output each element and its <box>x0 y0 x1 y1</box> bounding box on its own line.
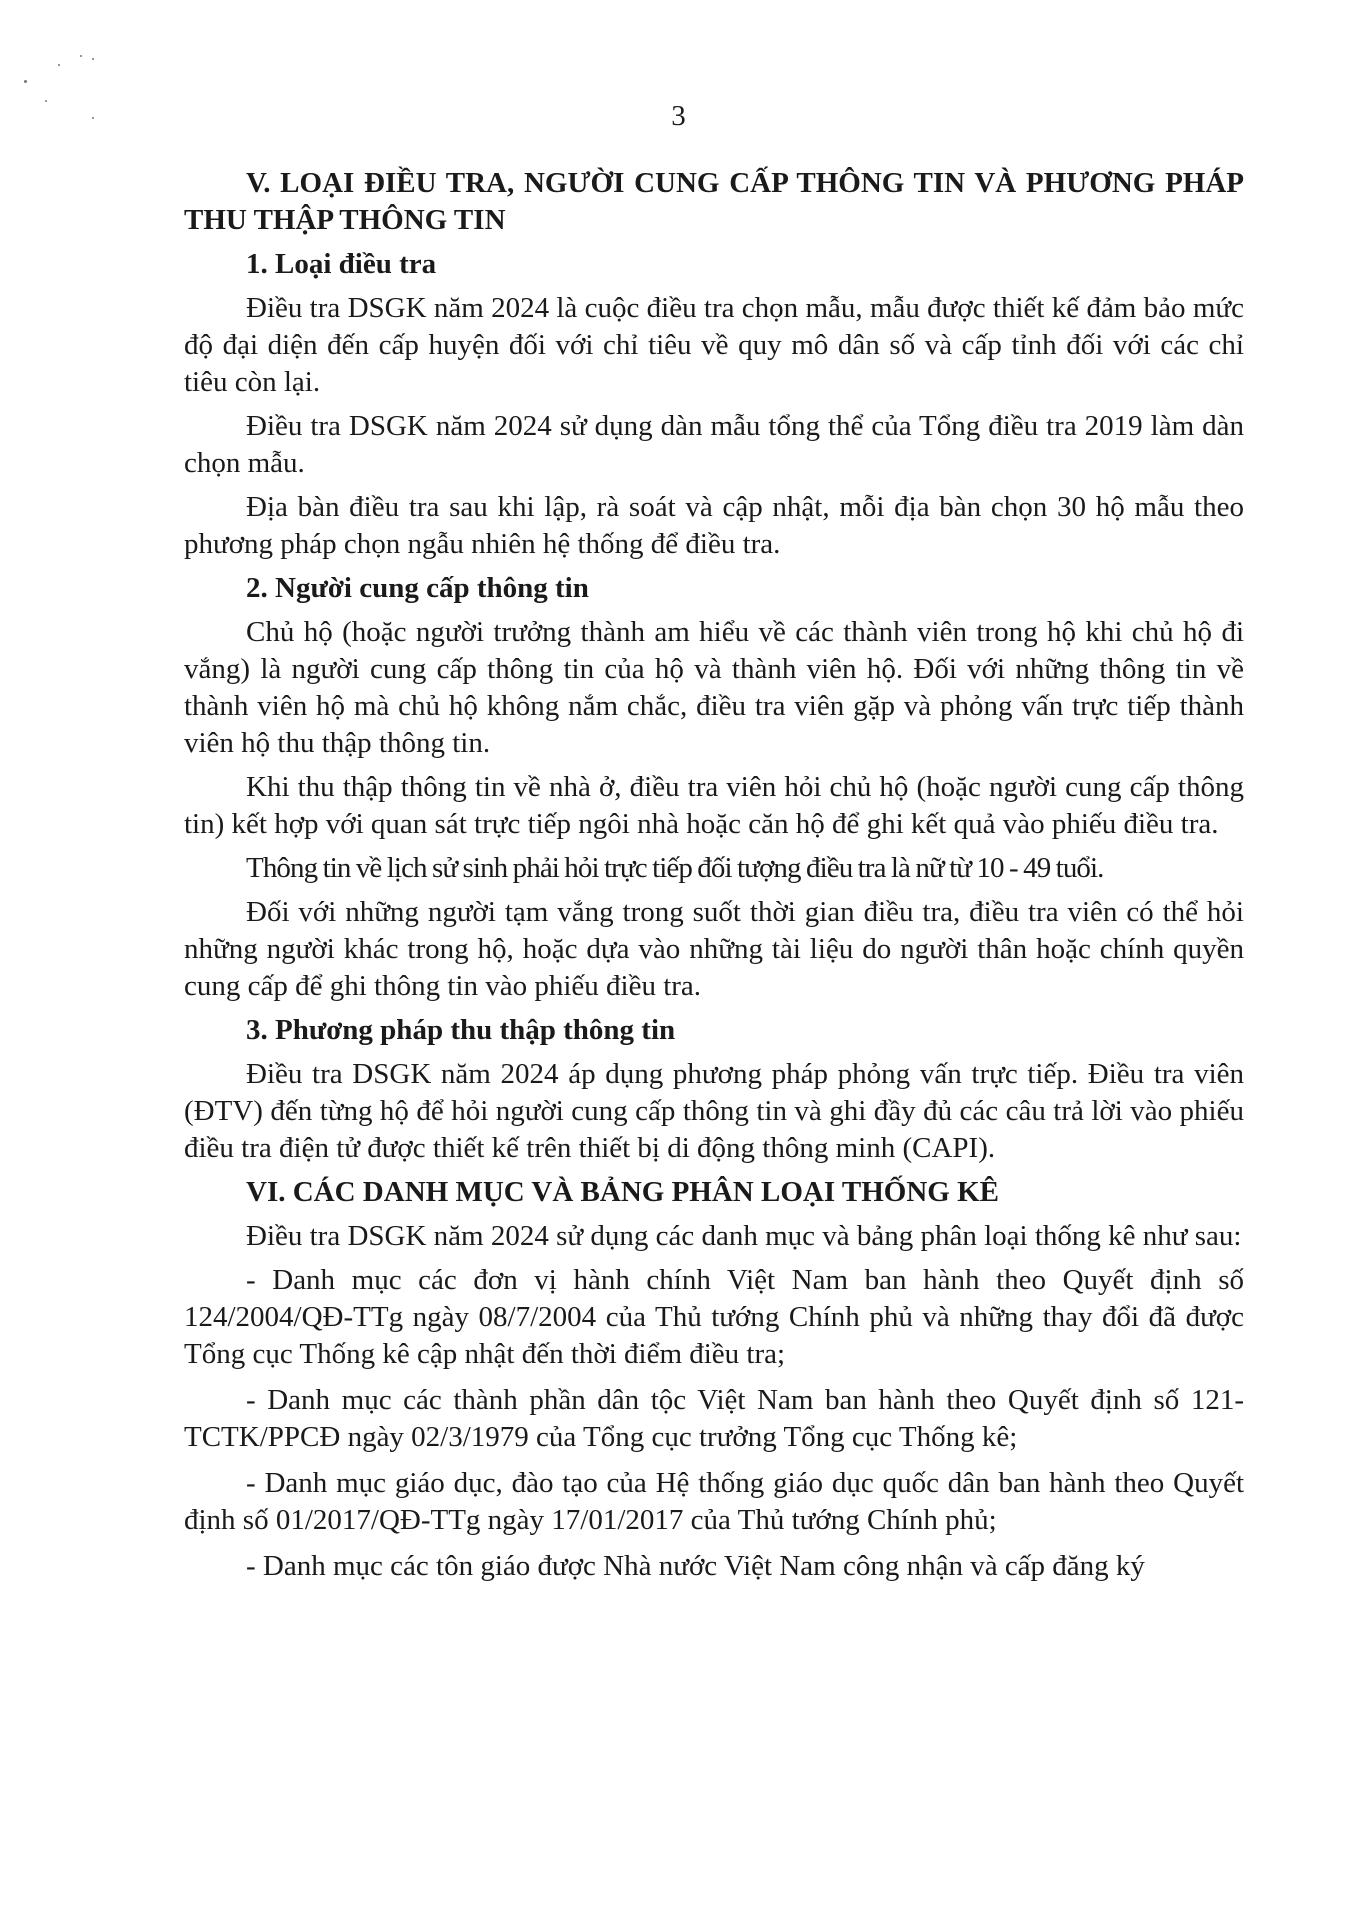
section-v-title: V. LOẠI ĐIỀU TRA, NGƯỜI CUNG CẤP THÔNG TIN VÀ PHƯƠNG PHÁP THU THẬP THÔNG TIN <box>184 167 1244 236</box>
paragraph: Điều tra DSGK năm 2024 sử dụng dàn mẫu tổng thể của Tổng điều tra 2019 làm dàn chọn mẫu. <box>184 410 1244 479</box>
list-item: - Danh mục các thành phần dân tộc Việt Nam ban hành theo Quyết định số 121-TCTK/PPCĐ ngày 02/3/1979 của Tổng cục trưởng Tổng cục Thống kê; <box>184 1384 1244 1453</box>
paragraph: Chủ hộ (hoặc người trưởng thành am hiểu về các thành viên trong hộ khi chủ hộ đi vắng) là người cung cấp thông tin của hộ và thành viên hộ. Đối với những thông tin về thành viên hộ mà chủ hộ không nắm chắc, điều tra viên gặp và phỏng vấn trực tiếp thành viên hộ thu thập thông tin. <box>184 616 1244 759</box>
section-vi-title: VI. CÁC DANH MỤC VÀ BẢNG PHÂN LOẠI THỐNG KÊ <box>246 1176 999 1208</box>
list-item: - Danh mục các đơn vị hành chính Việt Nam ban hành theo Quyết định số 124/2004/QĐ-TTg ngày 08/7/2004 của Thủ tướng Chính phủ và những thay đổi đã được Tổng cục Thống kê cập nhật đến thời điểm điều tra; <box>184 1264 1244 1370</box>
list-item: - Danh mục các tôn giáo được Nhà nước Việt Nam công nhận và cấp đăng ký <box>246 1550 1145 1582</box>
paragraph: Thông tin về lịch sử sinh phải hỏi trực tiếp đối tượng điều tra là nữ từ 10 - 49 tuổi. <box>246 852 1104 884</box>
list-item: - Danh mục giáo dục, đào tạo của Hệ thống giáo dục quốc dân ban hành theo Quyết định số 01/2017/QĐ-TTg ngày 17/01/2017 của Thủ tướng Chính phủ; <box>184 1467 1244 1536</box>
scan-speck <box>92 58 94 60</box>
paragraph: Đối với những người tạm vắng trong suốt thời gian điều tra, điều tra viên có thể hỏi những người khác trong hộ, hoặc dựa vào những tài liệu do người thân hoặc chính quyền cung cấp để ghi thông tin vào phiếu điều tra. <box>184 896 1244 1002</box>
paragraph: Khi thu thập thông tin về nhà ở, điều tra viên hỏi chủ hộ (hoặc người cung cấp thông tin) kết hợp với quan sát trực tiếp ngôi nhà hoặc căn hộ để ghi kết quả vào phiếu điều tra. <box>184 771 1244 840</box>
paragraph: Điều tra DSGK năm 2024 là cuộc điều tra chọn mẫu, mẫu được thiết kế đảm bảo mức độ đại diện đến cấp huyện đối với chỉ tiêu về quy mô dân số và cấp tỉnh đối với các chỉ tiêu còn lại. <box>184 292 1244 398</box>
section-v-1-heading: 1. Loại điều tra <box>246 248 437 280</box>
document-body <box>184 165 1244 1594</box>
page-number: 3 <box>671 100 686 132</box>
scan-speck <box>80 55 82 57</box>
paragraph: Điều tra DSGK năm 2024 sử dụng các danh mục và bảng phân loại thống kê như sau: <box>246 1220 1242 1252</box>
section-v-3-heading: 3. Phương pháp thu thập thông tin <box>246 1014 676 1046</box>
scan-speck <box>24 80 27 83</box>
paragraph: Điều tra DSGK năm 2024 áp dụng phương pháp phỏng vấn trực tiếp. Điều tra viên (ĐTV) đến từng hộ để hỏi người cung cấp thông tin và ghi đầy đủ các câu trả lời vào phiếu điều tra điện tử được thiết kế trên thiết bị di động thông minh (CAPI). <box>184 1058 1244 1164</box>
scan-speck <box>58 64 60 66</box>
paragraph: Địa bàn điều tra sau khi lập, rà soát và cập nhật, mỗi địa bàn chọn 30 hộ mẫu theo phương pháp chọn ngẫu nhiên hệ thống để điều tra. <box>184 491 1244 560</box>
section-v-2-heading: 2. Người cung cấp thông tin <box>246 572 589 604</box>
